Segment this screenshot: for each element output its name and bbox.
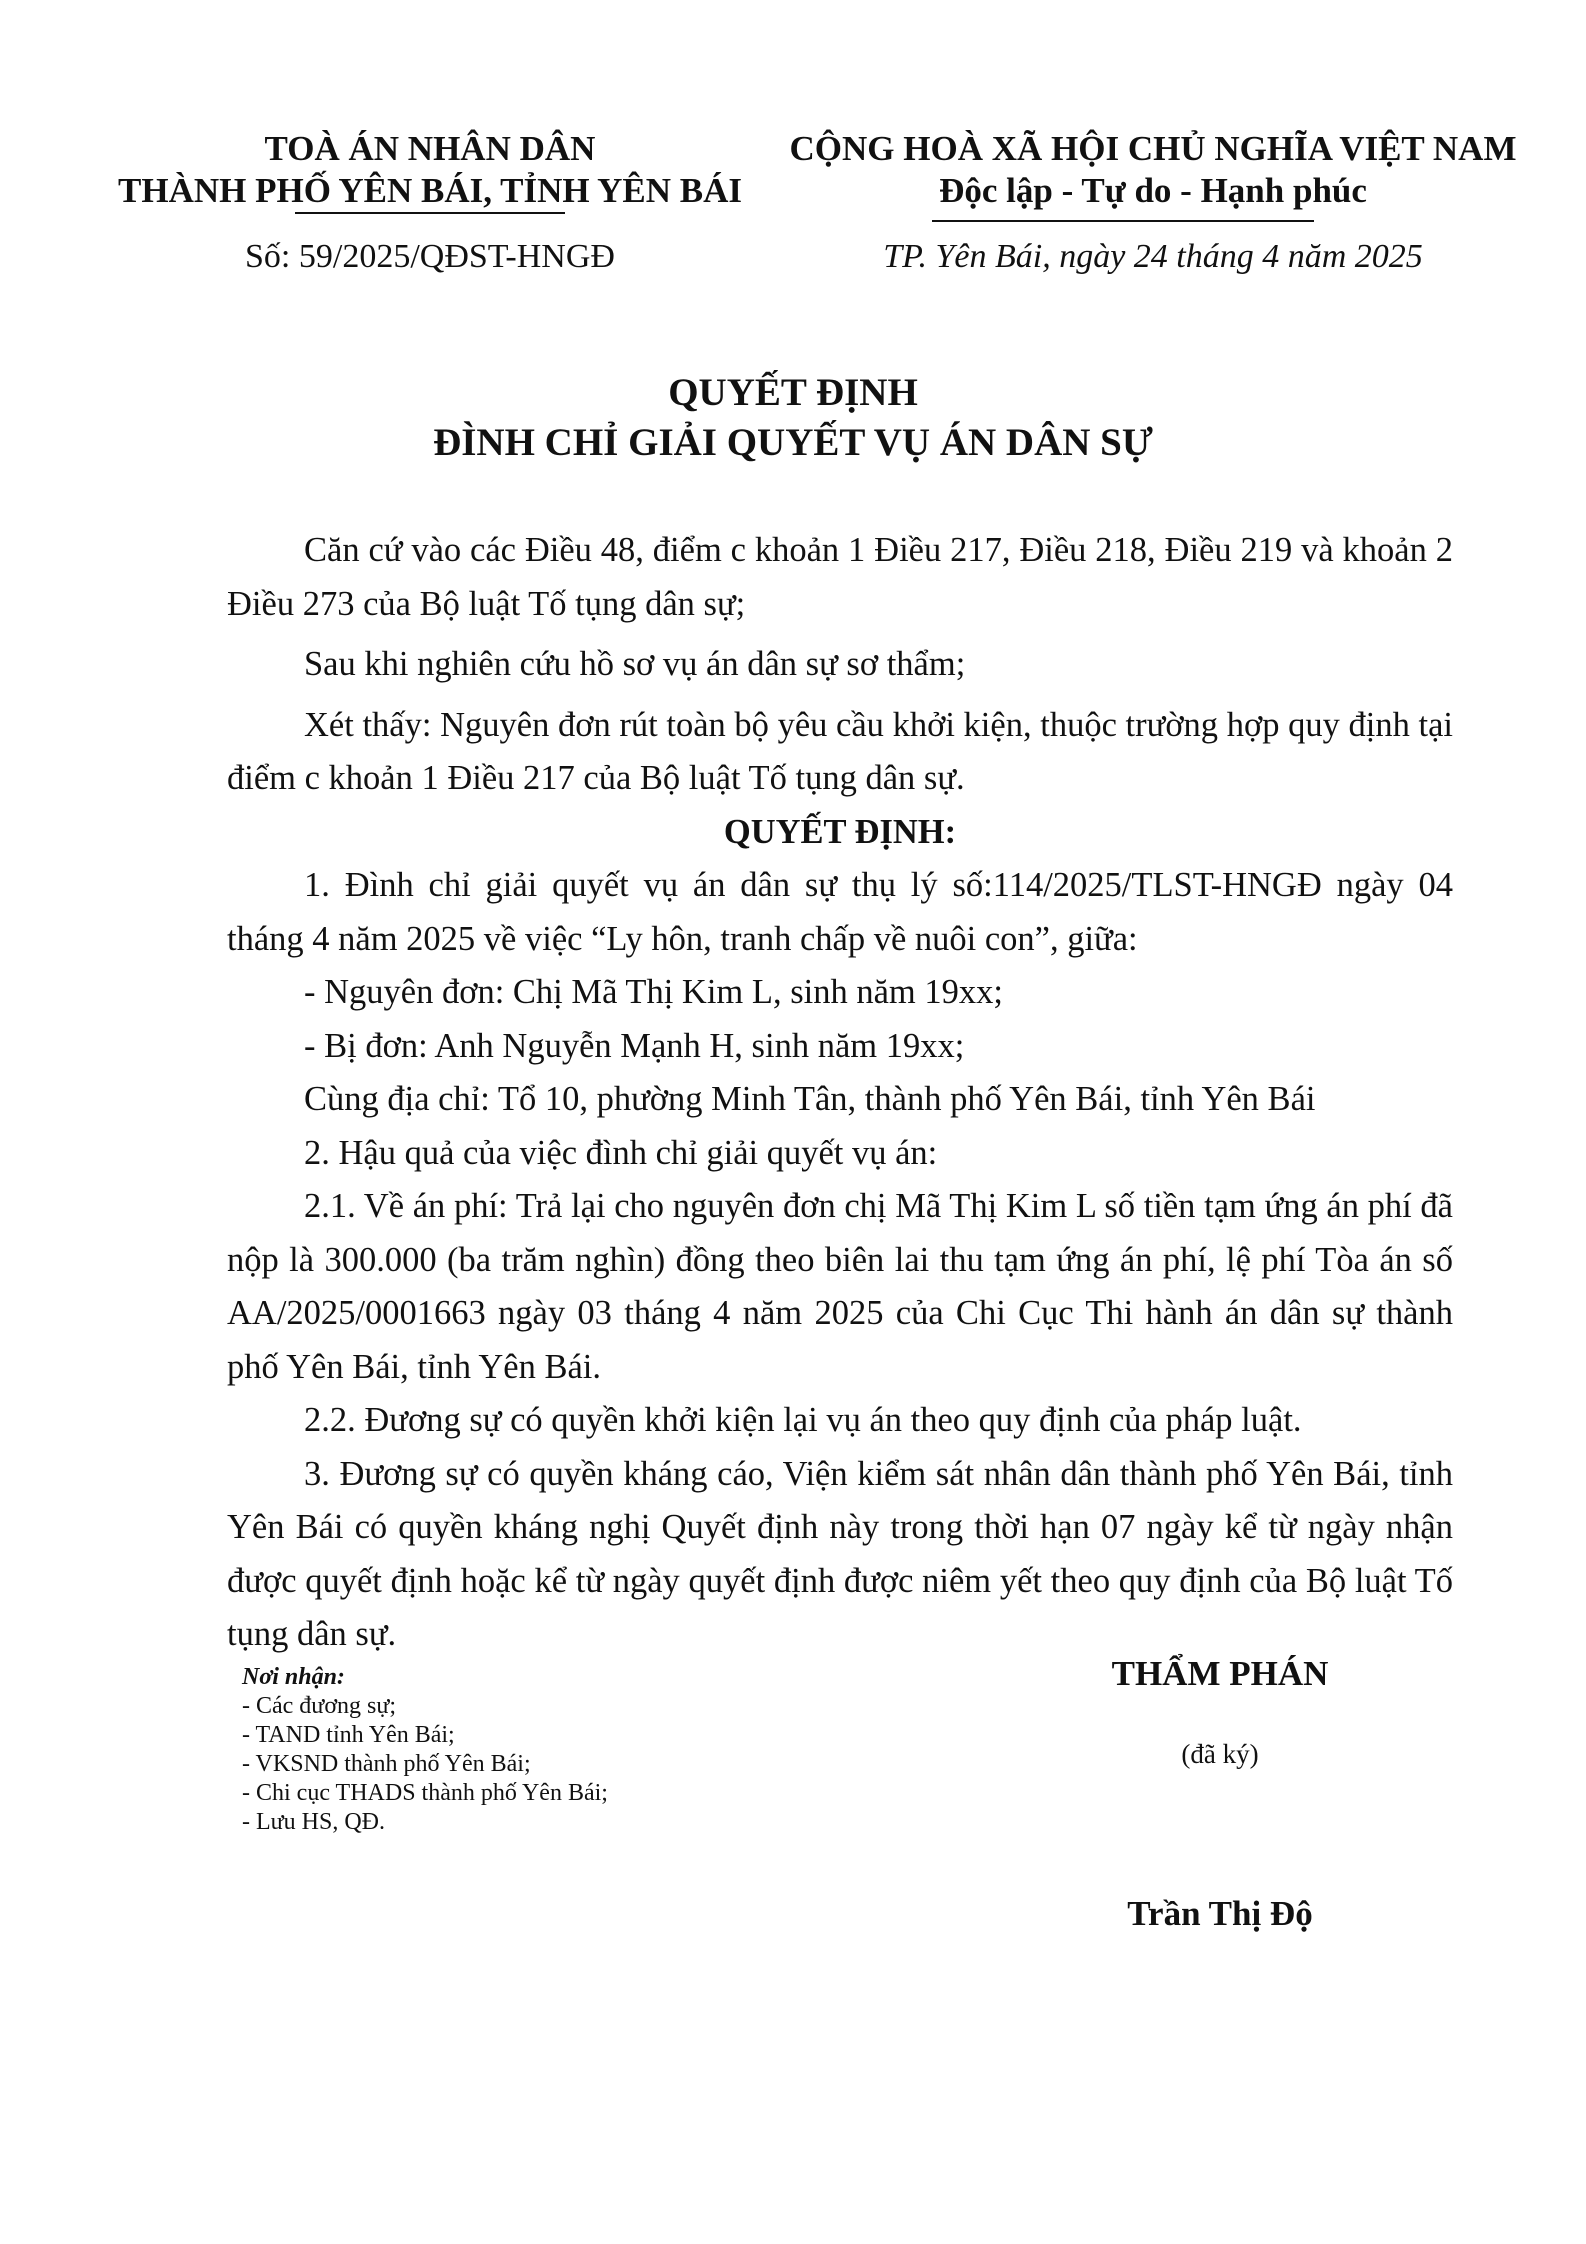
legal-basis-paragraph: Căn cứ vào các Điều 48, điểm c khoản 1 Điều 217, Điều 218, Điều 219 và khoản 2 Điều 273 của Bộ luật Tố tụng dân sự; <box>227 531 1453 623</box>
decision-item-2: 2. Hậu quả của việc đình chỉ giải quyết vụ án: <box>304 1133 938 1172</box>
decision-item-1: 1. Đình chỉ giải quyết vụ án dân sự thụ lý số:114/2025/TLST-HNGĐ ngày 04 tháng 4 năm 2025 về việc “Ly hôn, tranh chấp về nuôi con”, giữa: <box>227 866 1453 958</box>
document-number: Số: 59/2025/QĐST-HNGĐ <box>245 238 615 275</box>
finding-paragraph: Xét thấy: Nguyên đơn rút toàn bộ yêu cầu khởi kiện, thuộc trường hợp quy định tại điểm c khoản 1 Điều 217 của Bộ luật Tố tụng dân sự. <box>227 705 1453 797</box>
national-motto-block <box>778 128 1528 212</box>
motto-underline <box>932 220 1314 222</box>
recipient-item: - Lưu HS, QĐ. <box>242 1809 386 1835</box>
document-subtitle: ĐÌNH CHỈ GIẢI QUYẾT VỤ ÁN DÂN SỰ <box>433 421 1153 464</box>
decision-heading: QUYẾT ĐỊNH: <box>723 812 957 851</box>
decision-item-2-1: 2.1. Về án phí: Trả lại cho nguyên đơn chị Mã Thị Kim L số tiền tạm ứng án phí đã nộp là 300.000 (ba trăm nghìn) đồng theo biên lai thu tạm ứng án phí, lệ phí Tòa án số AA/2025/0001663 ngày 03 tháng 4 năm 2025 của Chi Cục Thi hành án dân sự thành phố Yên Bái, tỉnh Yên Bái. <box>227 1187 1453 1386</box>
recipient-item: - VKSND thành phố Yên Bái; <box>242 1751 531 1777</box>
country-name: CỘNG HOÀ XÃ HỘI CHỦ NGHĨA VIỆT NAM <box>789 129 1517 168</box>
recipient-item: - Các đương sự; <box>242 1693 397 1719</box>
document-body <box>227 524 1453 1662</box>
decision-item-2-2: 2.2. Đương sự có quyền khởi kiện lại vụ án theo quy định của pháp luật. <box>304 1401 1302 1439</box>
signer-title: THẨM PHÁN <box>1111 1654 1329 1693</box>
address-line: Cùng địa chỉ: Tổ 10, phường Minh Tân, thành phố Yên Bái, tỉnh Yên Bái <box>304 1080 1316 1118</box>
review-paragraph: Sau khi nghiên cứu hồ sơ vụ án dân sự sơ thẩm; <box>304 645 966 683</box>
recipient-item: - TAND tỉnh Yên Bái; <box>242 1722 455 1748</box>
court-name-underline <box>295 212 565 214</box>
recipients-block <box>242 1663 608 1837</box>
court-name-line2: THÀNH PHỐ YÊN BÁI, TỈNH YÊN BÁI <box>118 171 742 210</box>
decision-item-3: 3. Đương sự có quyền kháng cáo, Viện kiểm sát nhân dân thành phố Yên Bái, tỉnh Yên Bái có quyền kháng nghị Quyết định này trong thời hạn 07 ngày kể từ ngày nhận được quyết định hoặc kể từ ngày quyết định được niêm yết theo quy định của Bộ luật Tố tụng dân sự. <box>227 1454 1453 1653</box>
document-title: QUYẾT ĐỊNH <box>668 371 918 414</box>
signer-name: Trần Thị Độ <box>1127 1894 1313 1933</box>
national-motto: Độc lập - Tự do - Hạnh phúc <box>939 171 1367 210</box>
court-name-block <box>100 128 760 212</box>
signed-note: (đã ký) <box>1181 1739 1259 1769</box>
document-date: TP. Yên Bái, ngày 24 tháng 4 năm 2025 <box>883 238 1423 275</box>
plaintiff-line: - Nguyên đơn: Chị Mã Thị Kim L, sinh năm 19xx; <box>304 973 1003 1011</box>
recipient-item: - Chi cục THADS thành phố Yên Bái; <box>242 1780 608 1806</box>
recipients-heading: Nơi nhận: <box>242 1664 345 1690</box>
court-name-line1: TOÀ ÁN NHÂN DÂN <box>264 129 596 168</box>
defendant-line: - Bị đơn: Anh Nguyễn Mạnh H, sinh năm 19xx; <box>304 1026 965 1065</box>
